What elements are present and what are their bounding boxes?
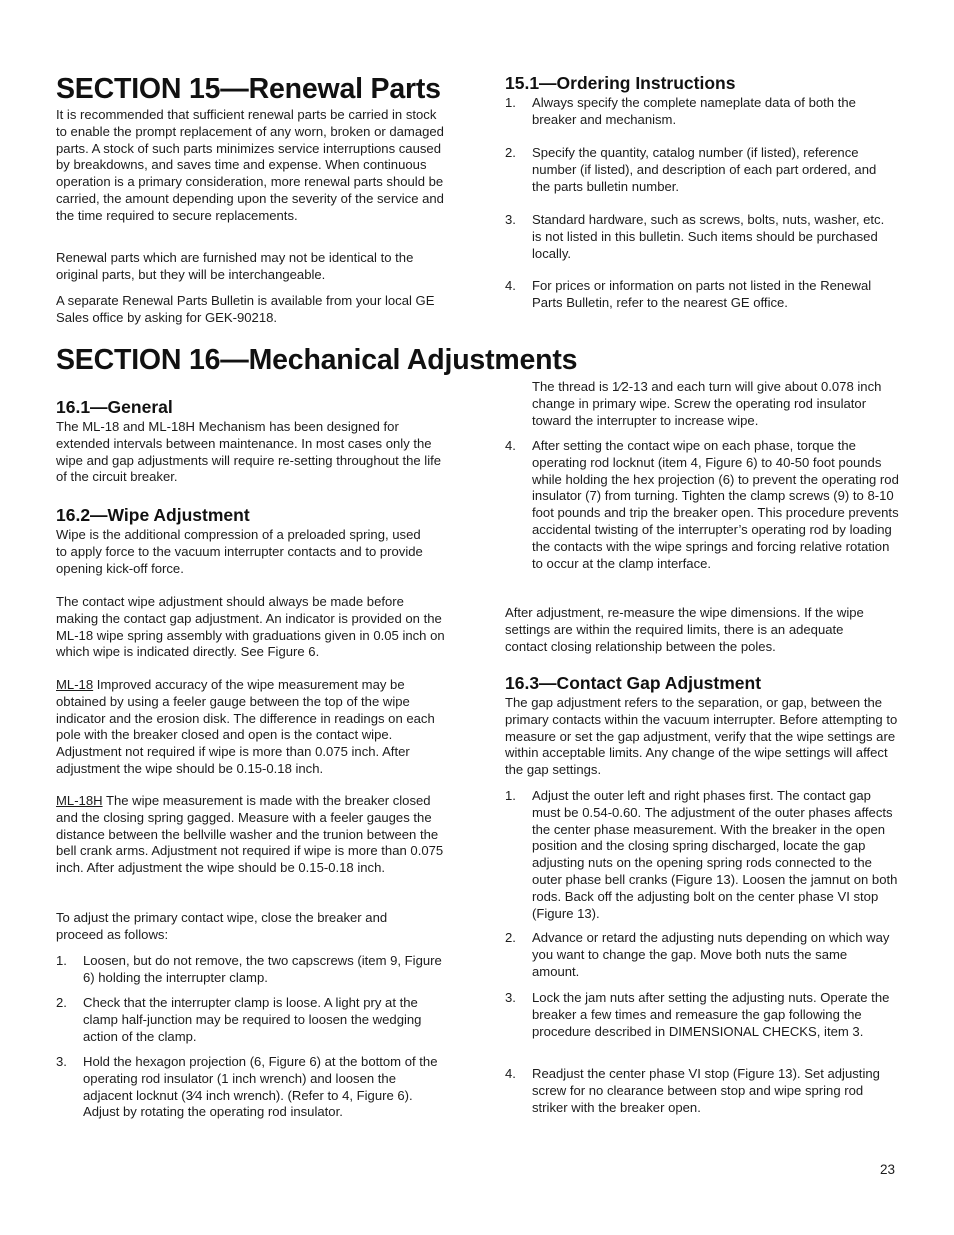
item-number: 2. — [56, 995, 67, 1010]
item-number: 3. — [505, 212, 516, 227]
ordering-heading: 15.1—Ordering Instructions — [505, 73, 736, 93]
sec15-paragraph-1: It is recommended that sufficient renewal parts be carried in stock to enable the prompt replacement of any worn, broken or damaged parts. A stock of such parts minimizes service interruptions caused by breakdowns, and saves time and expense. When continuous operation is a primary consideration, more renewal parts should be carried, the amount depending upon the severity of the service and the time required to secure replacements. — [56, 107, 444, 223]
ml18h-text: The wipe measurement is made with the breaker closed and the closing spring gagged. Measure with a feeler gauges the distance between the bellville washer and the trunion between the bell crank arms. Adjustment not required if wipe is more than 0.075 inch. After adjustment the wipe should be 0.15-0.18 inch. — [56, 793, 444, 876]
item-number: 3. — [56, 1054, 67, 1069]
wipe-paragraph-2: The contact wipe adjustment should always be made before making the contact gap adjustment. An indicator is provided on the ML-18 wipe spring assembly with graduations given in 0.05 inch on which wipe is indicated directly. See Figure 6. — [56, 594, 445, 660]
ml18h-paragraph — [56, 793, 452, 877]
item-number: 4. — [505, 278, 516, 293]
sec15-paragraph-3: A separate Renewal Parts Bulletin is available from your local GE Sales office by asking for GEK-90218. — [56, 293, 435, 325]
item-text: Lock the jam nuts after setting the adjusting nuts. Operate the breaker a few times and remeasure the gap following the procedure described in DIMENSIONAL CHECKS, item 3. — [532, 990, 890, 1039]
item-text: Check that the interrupter clamp is loose. A light pry at the clamp half-junction may be required to loosen the wedging action of the clamp. — [83, 995, 422, 1044]
section-16-title: SECTION 16—Mechanical Adjustments — [56, 344, 578, 376]
item-number: 4. — [505, 438, 516, 453]
wipe-paragraph-1: Wipe is the additional compression of a preloaded spring, used to apply force to the vacuum interrupter contacts and to provide opening kick-off force. — [56, 527, 423, 576]
wipe-paragraph-3: To adjust the primary contact wipe, close the breaker and proceed as follows: — [56, 910, 388, 942]
item-text: Advance or retard the adjusting nuts depending on which way you want to change the gap. Move both nuts the same amount. — [532, 930, 890, 979]
item-number: 2. — [505, 930, 516, 945]
item-number: 3. — [505, 990, 516, 1005]
gap-heading: 16.3—Contact Gap Adjustment — [505, 673, 762, 693]
item-number: 1. — [56, 953, 67, 968]
item-text: Readjust the center phase VI stop (Figure 13). Set adjusting screw for no clearance between stop and wipe spring rod striker with the breaker open. — [532, 1066, 880, 1115]
item-text: After setting the contact wipe on each phase, torque the operating rod locknut (item 4, Figure 6) to 40-50 foot pounds while holding the hex projection (6) to prevent the operating rod insulator (7) from turning. Tighten the clamp screws (9) to 8-10 foot pounds and trip the breaker open. This procedure prevents accidental twisting of the interrupter’s operating rod by loading the contacts with the wipe springs and forcing relative rotation to occur at the clamp interface. — [532, 438, 899, 571]
gap-paragraph: The gap adjustment refers to the separation, or gap, between the primary contacts within the vacuum interrupter. Before attempting to measure or set the gap adjustment, verify that the wipe settings are within acceptable limits. Any change of the wipe settings will affect the gap settings. — [505, 695, 898, 778]
page-number: 23 — [880, 1162, 896, 1177]
section-15-title: SECTION 15—Renewal Parts — [56, 73, 441, 105]
item-text: Always specify the complete nameplate data of both the breaker and mechanism. — [532, 95, 856, 127]
item-number: 1. — [505, 788, 516, 803]
item-text: Loosen, but do not remove, the two capscrews (item 9, Figure 6) holding the interrupter clamp. — [83, 953, 442, 985]
item-text: Specify the quantity, catalog number (if listed), reference number (if listed), and description of each part ordered, and the parts bulletin number. — [532, 145, 877, 194]
item-text: For prices or information on parts not listed in the Renewal Parts Bulletin, refer to the nearest GE office. — [532, 278, 872, 310]
item-number: 1. — [505, 95, 516, 110]
sec15-paragraph-2: Renewal parts which are furnished may not be identical to the original parts, but they will be interchangeable. — [56, 250, 414, 282]
item-number: 4. — [505, 1066, 516, 1081]
ml18-text: Improved accuracy of the wipe measurement may be obtained by using a feeler gauge between the top of the wipe indicator and the erosion disk. The difference in readings on each pole with the breaker closed and open is the contact wipe. Adjustment not required if wipe is more than 0.075 inch. After adjustment the wipe should be 0.15-0.18 inch. — [56, 677, 435, 776]
item-text: Hold the hexagon projection (6, Figure 6) at the bottom of the operating rod insulator (1 inch wrench) and loosen the adjacent locknut (3⁄4 inch wrench). (Refer to 4, Figure 6). Adjust by rotating the operating rod insulator. — [83, 1054, 438, 1120]
item-text: Standard hardware, such as screws, bolts, nuts, washer, etc. is not listed in this bulletin. Such items should be purchased locally. — [532, 212, 885, 261]
ml18-label: ML-18 — [56, 677, 94, 692]
wipe-step-3-continued: The thread is 1⁄2-13 and each turn will give about 0.078 inch change in primary wipe. Screw the operating rod insulator toward the interrupter to increase wipe. — [532, 379, 882, 428]
wipe-after-paragraph: After adjustment, re-measure the wipe dimensions. If the wipe settings are within the required limits, there is an adequate contact closing relationship between the poles. — [505, 605, 864, 654]
item-number: 2. — [505, 145, 516, 160]
item-text: Adjust the outer left and right phases first. The contact gap must be 0.54-0.60. The adjustment of the outer phases affects the center phase measurement. With the breaker in the open position and the closing spring discharged, locate the gap adjusting nuts on the opening spring rods connected to the outer phase bell cranks (Figure 13). Loosen the jamnut on both rods. Back off the adjusting bolt on the center phase VI stop (Figure 13). — [532, 788, 898, 921]
ml18h-label: ML-18H — [56, 793, 103, 808]
general-heading: 16.1—General — [56, 397, 173, 417]
wipe-heading: 16.2—Wipe Adjustment — [56, 505, 250, 525]
ml18-paragraph — [56, 677, 450, 778]
general-paragraph: The ML-18 and ML-18H Mechanism has been designed for extended intervals between maintenance. In most cases only the wipe and gap adjustments will require re-setting throughout the life of the circuit breaker. — [56, 419, 442, 485]
